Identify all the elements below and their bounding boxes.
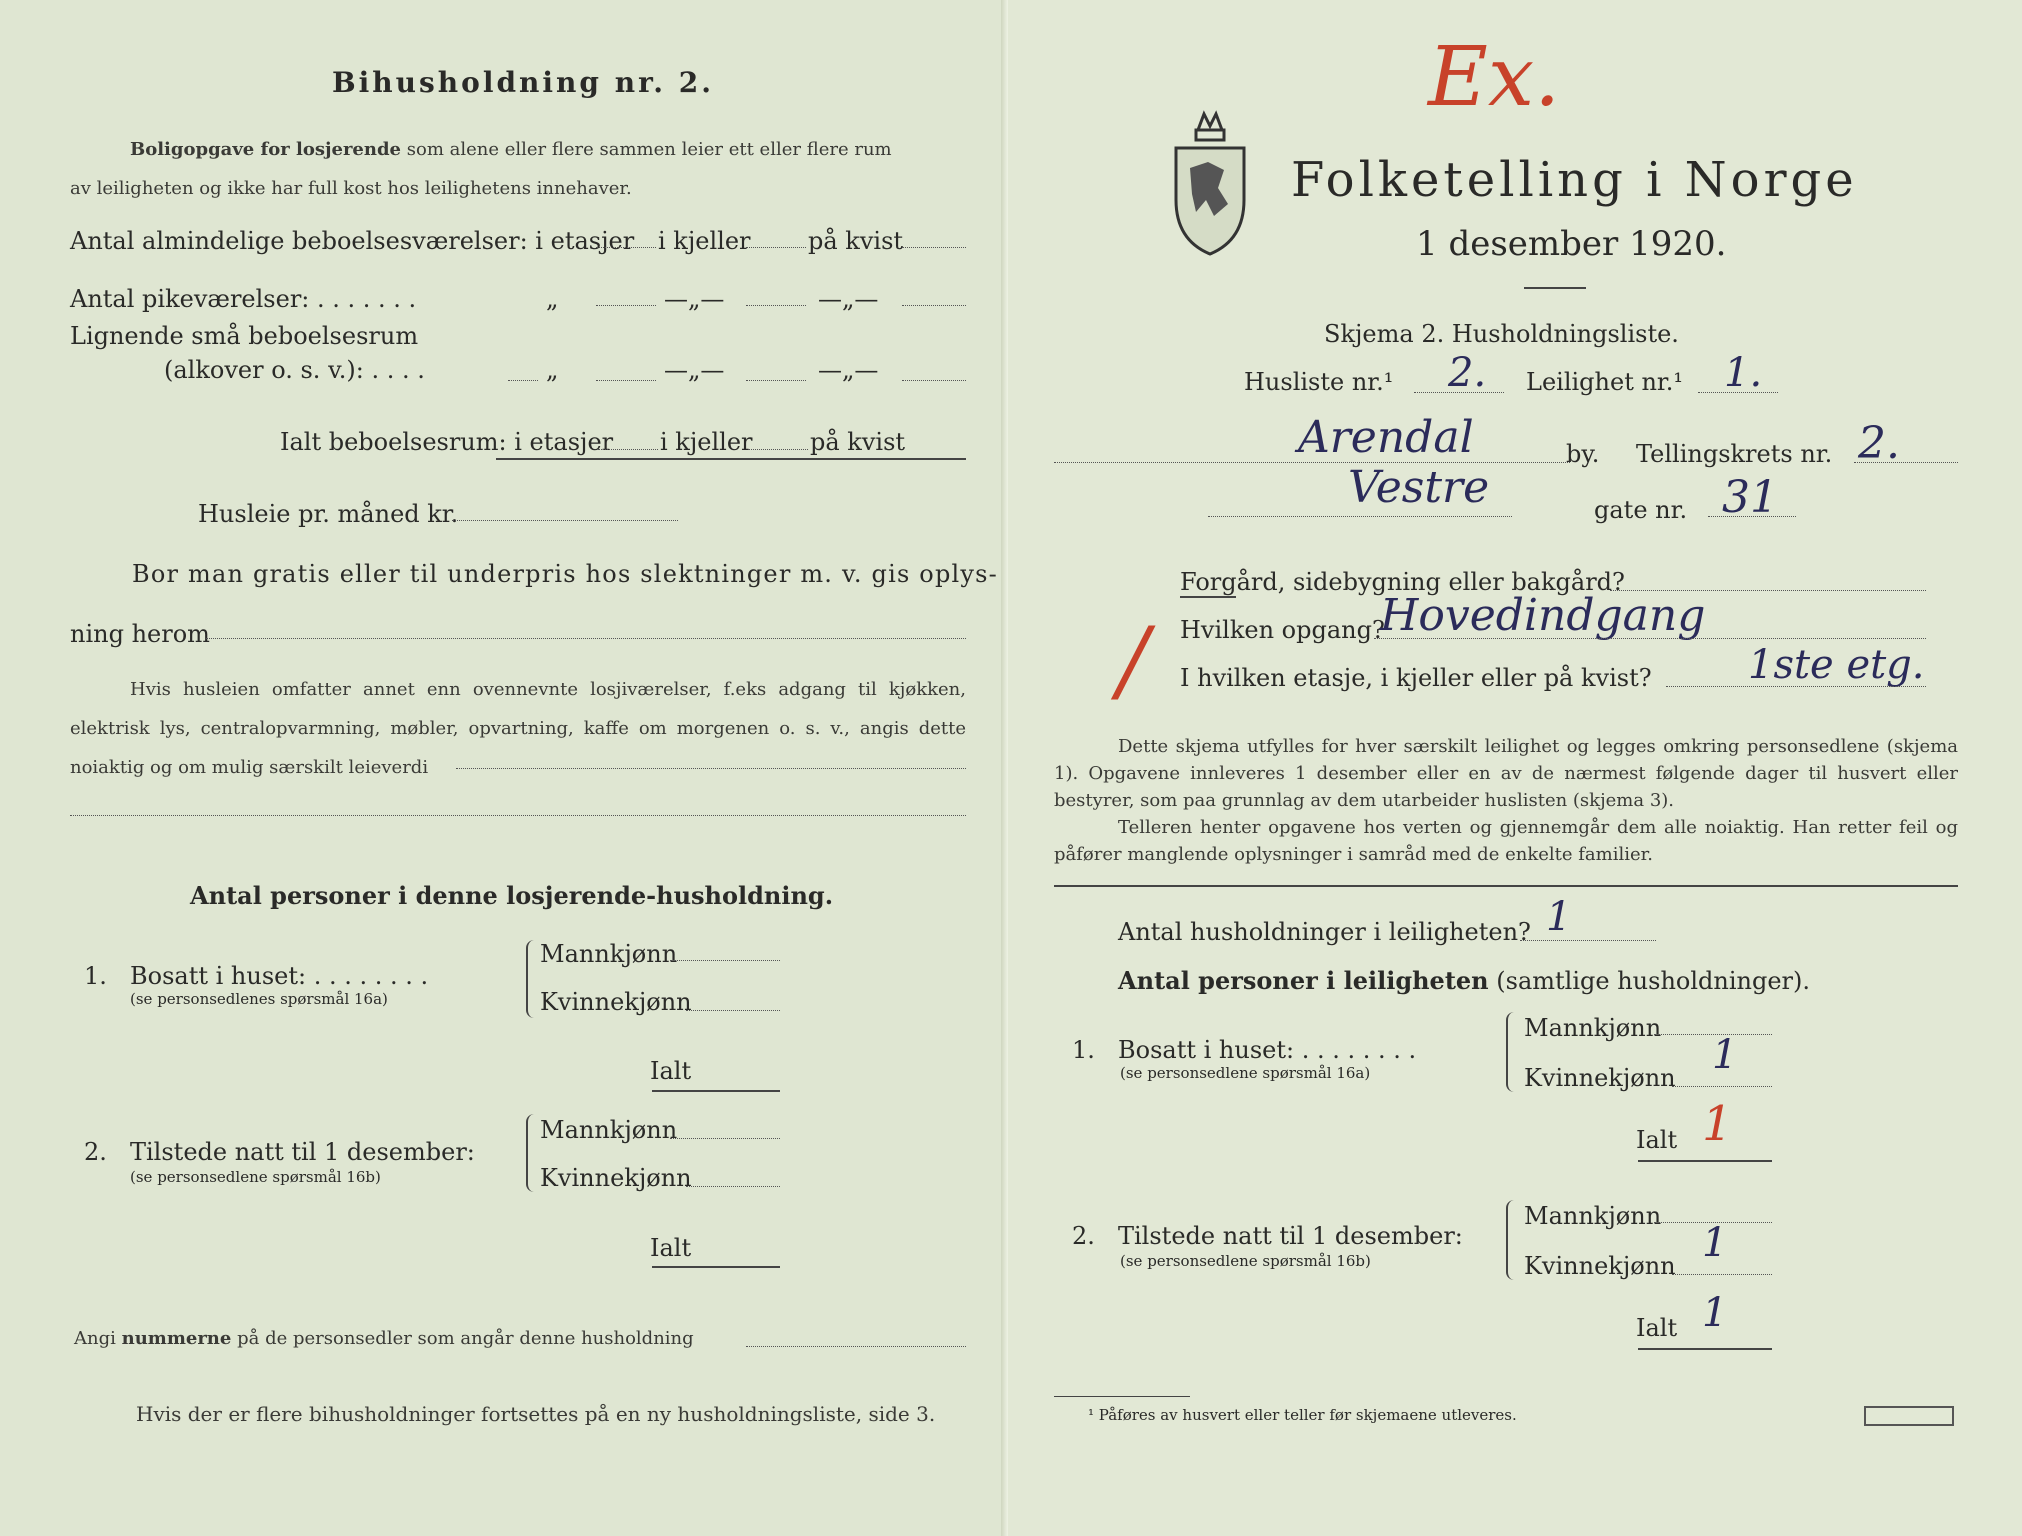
item2-ialt-value: 1 [1702,1290,1728,1336]
item2-sub: (se personsedlene spørsmål 16b) [130,1168,381,1186]
opgang-value: Hovedindgang [1380,590,1706,641]
left-page [0,0,1008,1536]
forgard-question: Forgård, sidebygning eller bakgård? [1180,568,1625,596]
item2-label: Tilstede natt til 1 desember: [1118,1222,1463,1250]
husleie-label: Husleie pr. måned kr. [198,500,459,528]
instructions-para-1: Dette skjema utfylles for hver særskilt leilighet og legges omkring personsedlene (skjema 1). Opgavene innleveres 1 desember eller en av de nærmest følgende dager til husvert eller bestyrer, som paa grunnlag av dem utarbeider huslisten (skjema 3). [1054,736,1958,811]
item1-num: 1. [1072,1036,1095,1064]
i-kjeller-label: i kjeller [660,428,753,456]
kvinnekjonn-label: Kvinnekjønn [1524,1252,1676,1280]
item2-sub: (se personsedlene spørsmål 16b) [1120,1252,1371,1270]
husliste-value: 2. [1448,350,1487,396]
antal-hush-label: Antal husholdninger i leiligheten? [1118,918,1531,946]
lignende-label: Lignende små beboelsesrum [70,322,419,350]
kvinnekjonn-label: Kvinnekjønn [1524,1064,1676,1092]
antal-pers-bold: Antal personer i leiligheten [1118,966,1489,995]
leilighet-label: Leilighet nr.¹ [1526,368,1684,396]
ning-herom-label: ning herom [70,620,210,648]
husliste-label: Husliste nr.¹ [1244,368,1394,396]
intro-line2: av leiligheten og ikke har full kost hos leilighetens innehaver. [70,178,632,199]
left-title: Bihusholdning nr. 2. [332,66,714,99]
bor-man-text: Bor man gratis eller til underpris hos slektninger m. v. gis oplys- [132,560,998,588]
angi-rest: på de personsedler som angår denne husholdning [237,1328,694,1349]
gate-value: Vestre [1348,462,1490,513]
item1-sub: (se personsedlene spørsmål 16a) [1120,1064,1371,1082]
item1-sub: (se personsedlenes spørsmål 16a) [130,990,388,1008]
opgang-question: Hvilken opgang? [1180,616,1385,644]
item1-kvinne-value: 1 [1712,1032,1738,1078]
mannkjonn-label: Mannkjønn [540,940,678,968]
by-value: Arendal [1298,412,1474,463]
angi-pre: Angi [74,1328,116,1349]
antal-pike-label: Antal pikeværelser: . . . . . . . [70,285,417,313]
alkover-label: (alkover o. s. v.): . . . . [164,356,425,384]
item2-label: Tilstede natt til 1 desember: [130,1138,475,1166]
item1-label: Bosatt i huset: . . . . . . . . [1118,1036,1417,1064]
by-label: by. [1566,440,1600,468]
etasje-value: 1ste etg. [1748,642,1925,688]
item2-kvinne-value: 1 [1702,1220,1728,1266]
mannkjonn-label: Mannkjønn [1524,1202,1662,1230]
intro-bold: Boligopgave for losjerende [130,139,402,160]
gate-label: gate nr. [1594,496,1688,524]
instructions-para-2: Telleren henter opgavene hos verten og gjennemgår dem alle noiaktig. Han retter feil og påfører manglende oplysninger i samråd med de enkelte familier. [1054,817,1958,865]
antal-hush-value: 1 [1546,894,1572,940]
paa-kvist-label: på kvist [810,428,906,456]
printer-mark-icon [1864,1406,1954,1426]
mannkjonn-label: Mannkjønn [1524,1014,1662,1042]
norway-crest-icon [1168,108,1252,258]
antal-alm-label: Antal almindelige beboelsesværelser: i etasjer [70,227,635,255]
right-page [1008,0,2022,1536]
red-check-mark: / [1118,608,1149,713]
leilighet-value: 1. [1724,350,1763,396]
gate-nr-value: 31 [1722,472,1778,523]
tellingskrets-value: 2. [1858,418,1900,469]
handwritten-ex: Ex. [1428,30,1561,125]
etasje-question: I hvilken etasje, i kjeller eller på kvist? [1180,664,1652,692]
mannkjonn-label: Mannkjønn [540,1116,678,1144]
item2-num: 2. [1072,1222,1095,1250]
item2-num: 2. [84,1138,107,1166]
ialt-label: Ialt [650,1234,692,1262]
angi-bold: nummerne [121,1328,232,1349]
dash-mark: —„— [818,356,879,384]
ialt-label: Ialt [650,1057,692,1085]
ditto-mark: „ [546,285,559,313]
paa-kvist-label: på kvist [808,227,904,255]
item1-num: 1. [84,962,107,990]
kvinnekjonn-label: Kvinnekjønn [540,1164,692,1192]
ialt-label: Ialt [1636,1314,1678,1342]
antal-pers-rest: (samtlige husholdninger). [1496,967,1811,995]
ialt-beboelse-label: Ialt beboelsesrum: i etasjer [280,428,614,456]
tellingskrets-label: Tellingskrets nr. [1636,440,1833,468]
dash-mark: —„— [664,356,725,384]
footnote: ¹ Påføres av husvert eller teller før skjemaene utleveres. [1088,1406,1517,1424]
hvis-husleien-text: Hvis husleien omfatter annet enn ovennevnte losjiværelser, f.eks adgang til kjøkken, elektrisk lys, centralopvarmning, møbler, opvartning, kaffe om morgenen o. s. v., angis dette noiaktig og om mulig særskilt leieverdi [70,679,966,778]
left-footer: Hvis der er flere bihusholdninger fortsettes på en ny husholdningsliste, side 3. [136,1402,936,1426]
intro-rest: som alene eller flere sammen leier ett eller flere rum [406,139,892,160]
item1-label: Bosatt i huset: . . . . . . . . [130,962,429,990]
dash-mark: —„— [664,285,725,313]
dash-mark: —„— [818,285,879,313]
kvinnekjonn-label: Kvinnekjønn [540,988,692,1016]
right-title: Folketelling i Norge [1291,152,1858,208]
right-date: 1 desember 1920. [1416,224,1727,264]
i-kjeller-label: i kjeller [658,227,751,255]
ialt-label: Ialt [1636,1126,1678,1154]
antal-personer-heading: Antal personer i denne losjerende-husholdning. [190,881,834,910]
ditto-mark: „ [546,356,559,384]
item1-ialt-value: 1 [1702,1096,1733,1152]
skjema-label: Skjema 2. Husholdningsliste. [1324,320,1679,348]
